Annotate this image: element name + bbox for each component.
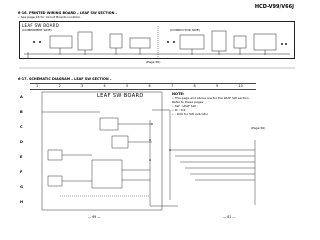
board-ref-right: (CONDUCTOR SIDE): [170, 28, 200, 32]
grid-row-letter: A: [20, 95, 23, 99]
grid-column-number: 9: [216, 84, 219, 88]
grid-column-number: 6: [148, 84, 151, 88]
note-line: Refer to these pages.: [172, 100, 205, 104]
schematic-page-ref: (Page 56): [251, 126, 266, 130]
page-number-right: — 81 —: [223, 215, 236, 219]
grid-column-number: 4: [103, 84, 106, 88]
grid-row-letter: C: [20, 125, 23, 129]
schematic-notes: [172, 92, 250, 116]
note-line: • IC : IC2: [172, 108, 186, 112]
grid-row-letter: G: [20, 185, 23, 189]
grid-row-letter: B: [20, 110, 23, 114]
grid-row-letter: D: [20, 140, 23, 144]
grid-column-number: 2: [58, 84, 61, 88]
grid-column-number: 3: [81, 84, 84, 88]
grid-column-number: 7: [171, 84, 174, 88]
grid-row-letter: E: [20, 155, 23, 159]
board-ref-left: (COMPONENT SIDE): [22, 28, 52, 32]
grid-column-number: 1: [36, 84, 39, 88]
note-title: NOTE:: [172, 92, 185, 96]
note-line: • This page and above are for the LEAF SW section.: [172, 96, 250, 100]
board-label: LEAF SW BOARD: [22, 23, 60, 28]
page-number-left: — 69 —: [88, 215, 101, 219]
grid-column-number: 8: [193, 84, 196, 88]
note-line: • : LDO for SW indicator: [172, 112, 209, 116]
grid-column-number: 5: [126, 84, 129, 88]
section-2-title: 6-17. SCHEMATIC DIAGRAM – LEAF SW SECTION –: [18, 77, 112, 81]
schematic-title: LEAF SW BOARD: [97, 93, 144, 99]
grid-row-letter: H: [20, 200, 24, 204]
grid-row-letter: F: [20, 170, 23, 174]
section-1-title: 6-16. PRINTED WIRING BOARD – LEAF SW SECTION –: [18, 11, 118, 15]
model-number: HCD-V99/V66J: [254, 4, 294, 10]
section-1-subtitle: • See page 16 for Circuit Boards Location.: [18, 15, 82, 19]
board-page-ref: (Page 56): [146, 60, 161, 64]
note-line: • SW : LEAF SW: [172, 104, 196, 108]
grid-column-number: 10: [238, 84, 243, 88]
